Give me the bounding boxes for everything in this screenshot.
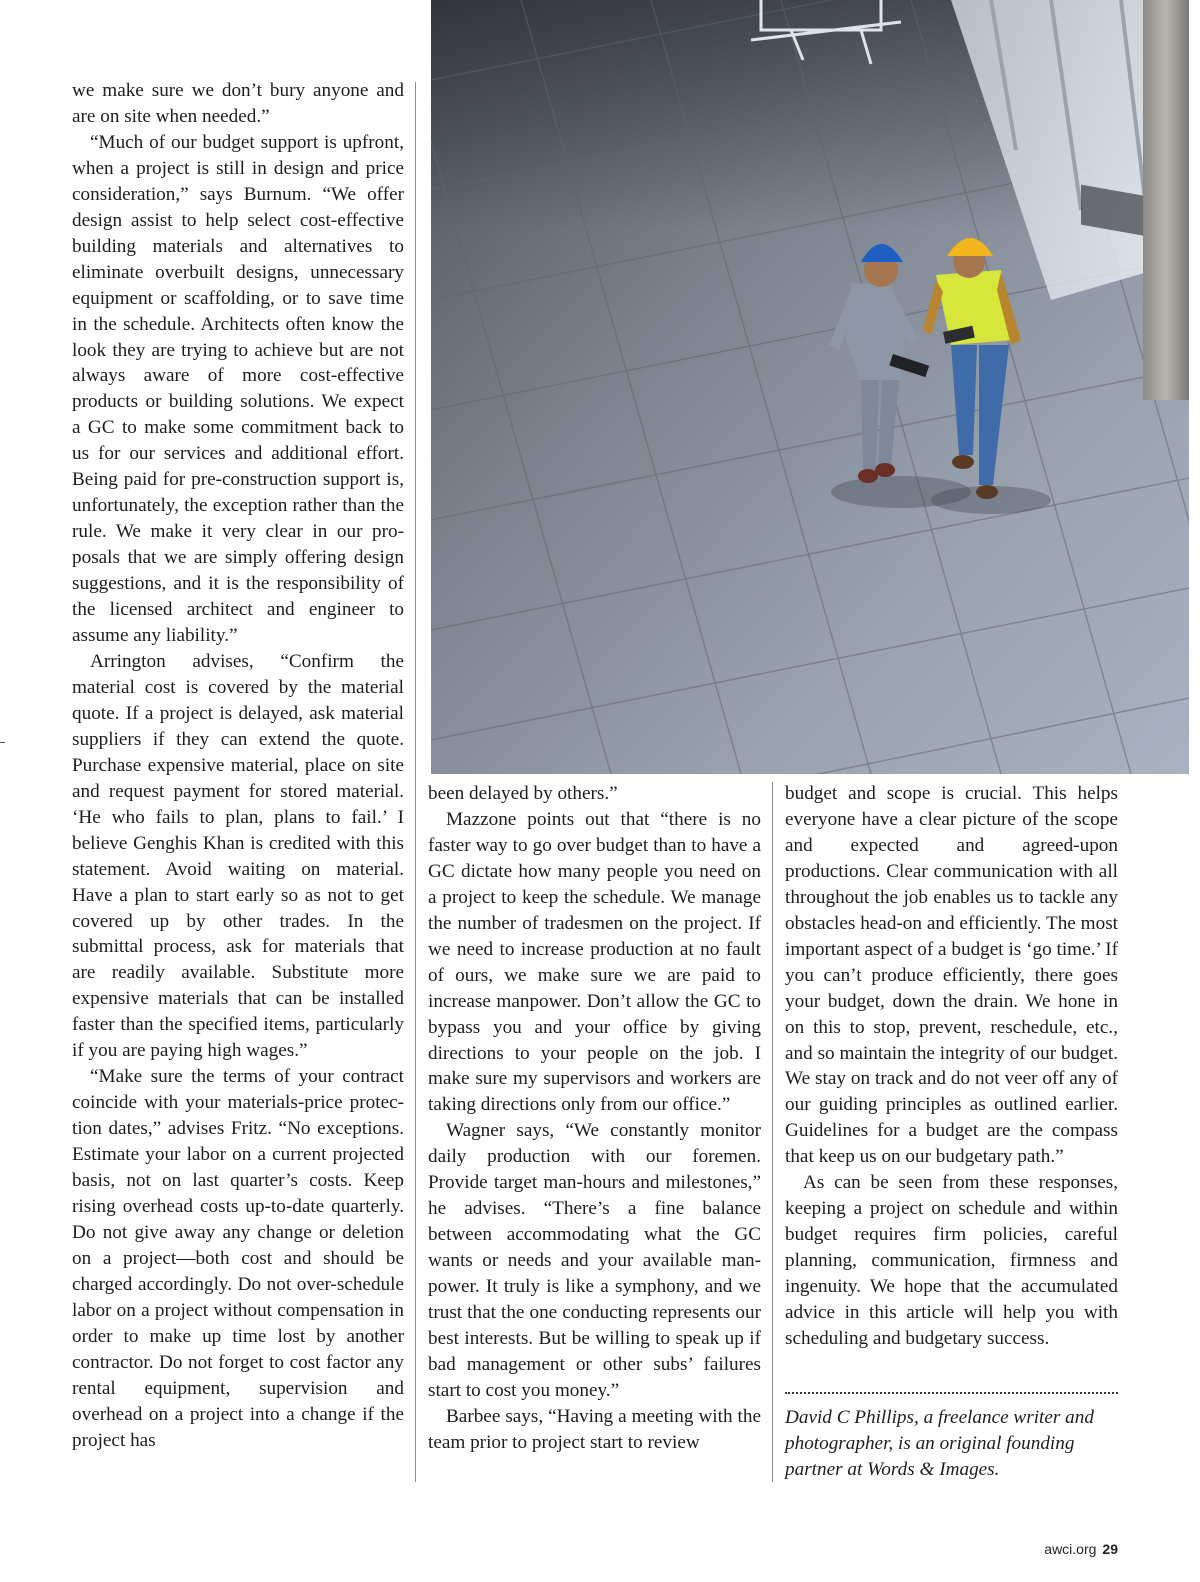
paragraph: “Make sure the terms of your contract coincide with your materials-price protection dates,” advises Fritz. “No exceptions. Estimate your labor on a current projected basis, not on last quarter’s costs. Keep rising overhead costs up-to-date quarterly. Do not give away any change or deletion on a project—both cost and should be charged accordingly. Do not over-schedule labor on a project without compensation in order to make up time lost by another contractor. Do not forget to cost factor any rental equipment, supervision and overhead on a project into a change if the project has: [72, 1066, 404, 1451]
site-url[interactable]: awci.org: [1044, 1541, 1097, 1557]
paragraph: As can be seen from these responses, keeping a project on schedule and within budget requires firm policies, careful planning, communication, firmness and ingenuity. We hope that the accumulated advice in this article will help you with scheduling and budgetary success.: [785, 1172, 1118, 1350]
author-bio: David C Phillips, a freelance writer and photographer, is an original founding partner at Words & Images.: [785, 1407, 1094, 1480]
paragraph: budget and scope is crucial. This helps everyone have a clear picture of the scope and expected and agreed-upon productions. Clear communication with all throughout the job enables us to tackle any obstacles head-on and efficiently. The most important aspect of a budget is ‘go time.’ If you can’t produce efficiently, there goes your budget, down the drain. We hone in on this to stop, prevent, reschedule, etc., and so maintain the integrity of our budget. We stay on track and do not veer off any of our guiding principles as outlined earlier. Guidelines for a budget are the compass that keep us on our budgetary path.”: [785, 783, 1118, 1168]
paragraph: Barbee says, “Having a meeting with the team prior to project start to review: [428, 1405, 761, 1453]
paragraph: Mazzone points out that “there is no faster way to go over budget than to have a GC dictate how many people you need on a project to keep the schedule. We manage the number of tradesmen on the project. If we need to increase production at no fault of ours, we make sure we are paid to increase manpower. Don’t allow the GC to bypass you and your office by giving directions to your people on the job. I make sure my supervisors and workers are taking directions only from our office.”: [428, 808, 761, 1116]
column-rule-left: [415, 82, 416, 1482]
article-column-2: [428, 781, 761, 1456]
paragraph: Arrington advises, “Confirm the material cost is covered by the material quote. If a project is delayed, ask material suppliers if they can extend the quote. Purchase expensive material, place on site and request payment for stored material. ‘He who fails to plan, plans to fail.’ I believe Genghis Khan is credited with this statement. Avoid waiting on material. Have a plan to start early so as not to get covered up by other trades. In the submittal process, ask for materials that are readily available. Substitute more expensive materials that can be installed faster than the specified items, particularly if you are paying high wages.”: [72, 650, 404, 1062]
paragraph: Wagner says, “We constantly monitor daily production with our foremen. Provide target man-hours and milestones,” he advises. “There’s a fine balance between accommodating what the GC wants or needs and your available manpower. It truly is like a symphony, and we trust that the one conducting represents our best interests. But be willing to speak up if bad management or other subs’ failures start to cost you money.”: [428, 1120, 761, 1401]
article-column-3: [785, 781, 1118, 1352]
construction-site-photo: [431, 0, 1189, 774]
page-number: 29: [1102, 1541, 1118, 1557]
paragraph: been delayed by others.”: [428, 783, 618, 804]
paragraph: “Much of our budget support is upfront, when a project is still in design and price consideration,” says Burnum. “We offer design assist to help select cost-effective building materials and alternatives to eliminate overbuilt designs, unnecessary equipment or scaffolding, or to save time in the schedule. Architects often know the look they are trying to achieve but are not always aware of more cost-effective products or building solutions. We expect a GC to make some commitment back to us for our services and additional effort. Being paid for pre-construction support is, unfortunately, the exception rather than the rule. We make it very clear in our proposals that we are simply offering design suggestions, and it is the responsibility of the licensed architect and engineer to assume any liability.”: [72, 131, 404, 647]
page-footer: [1044, 1541, 1118, 1557]
column-rule-right: [772, 782, 773, 1482]
paragraph: we make sure we don’t bury anyone and are on site when needed.”: [72, 80, 404, 127]
article-column-1: [72, 78, 404, 1454]
dotted-divider: [785, 1392, 1118, 1394]
crop-mark: [0, 742, 5, 743]
